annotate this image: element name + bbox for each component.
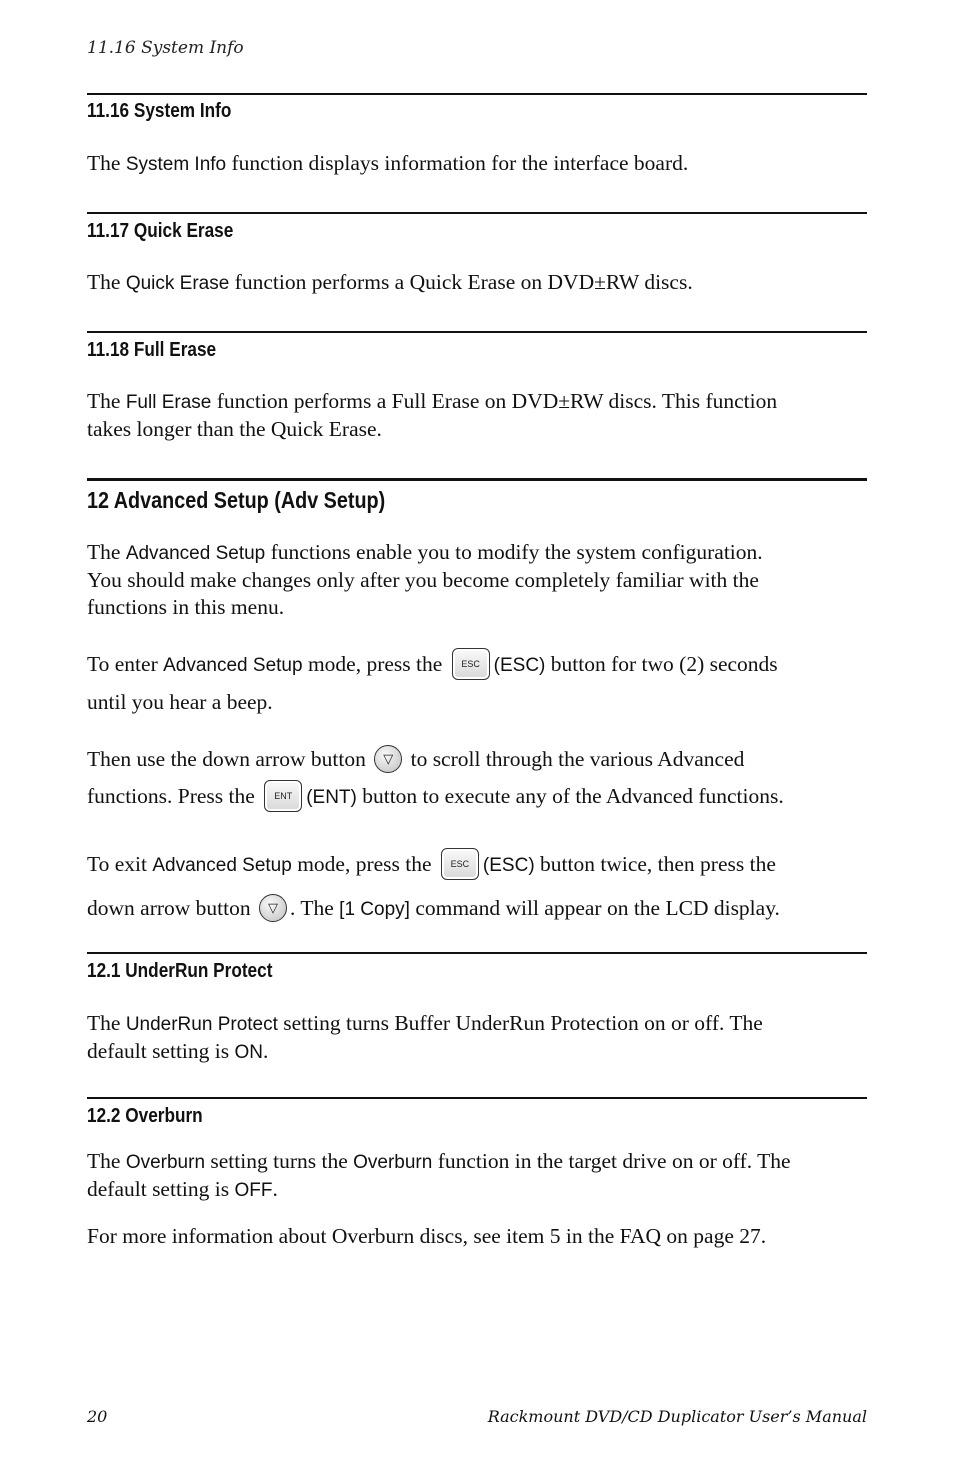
text: function in the target drive on or off. The	[432, 1149, 791, 1173]
running-header: 11.16 System Info	[87, 38, 244, 58]
text: default setting is	[87, 1177, 235, 1201]
text: functions in this menu.	[87, 595, 285, 619]
text: . The	[290, 896, 340, 920]
ui-term-system-info: System Info	[125, 154, 227, 175]
section-rule	[87, 212, 867, 214]
text: button twice, then press the	[534, 852, 776, 876]
section-rule	[87, 1097, 867, 1099]
down-arrow-icon: ▽	[374, 745, 402, 773]
text: mode, press the	[291, 852, 437, 876]
ent-key-icon: ENT	[264, 780, 302, 812]
text: To exit	[87, 852, 153, 876]
text: takes longer than the Quick Erase.	[87, 417, 382, 441]
ui-term-advanced-setup: Advanced Setup	[163, 655, 303, 676]
ui-term-overburn: Overburn	[353, 1152, 433, 1173]
ui-term-overburn: Overburn	[125, 1152, 206, 1173]
paragraph-scroll-advanced	[87, 741, 867, 816]
text: button for two (2) seconds	[545, 652, 778, 676]
heading-overburn: 12.2 Overburn	[87, 1105, 203, 1127]
heading-quick-erase: 11.17 Quick Erase	[87, 220, 234, 242]
text: The	[87, 1011, 126, 1035]
paragraph-underrun-protect	[87, 1010, 867, 1066]
chapter-rule	[87, 478, 867, 481]
ui-term-underrun-protect: UnderRun Protect	[125, 1014, 278, 1035]
paragraph-exit-advanced	[87, 843, 867, 931]
down-arrow-icon: ▽	[259, 894, 287, 922]
text: mode, press the	[302, 652, 448, 676]
text: setting turns Buffer UnderRun Protection on or off. The	[277, 1011, 763, 1035]
heading-system-info: 11.16 System Info	[87, 100, 232, 122]
ui-term-esc: (ESC)	[482, 855, 535, 876]
section-rule	[87, 93, 867, 95]
text: default setting is	[87, 1039, 235, 1063]
text: .	[272, 1177, 278, 1201]
text: Then use the down arrow button	[87, 747, 372, 771]
ui-term-on: ON	[234, 1042, 263, 1063]
page-number: 20	[87, 1407, 108, 1426]
ui-term-ent: (ENT)	[306, 787, 357, 808]
text: The	[87, 1149, 126, 1173]
ui-term-off: OFF	[234, 1180, 273, 1201]
section-rule	[87, 331, 867, 333]
text: To enter	[87, 652, 164, 676]
text: The	[87, 540, 126, 564]
esc-key-icon: ESC	[441, 848, 479, 880]
text: command will appear on the LCD display.	[409, 896, 780, 920]
text: function performs a Full Erase on DVD±RW discs. This function	[211, 389, 778, 413]
heading-advanced-setup: 12 Advanced Setup (Adv Setup)	[87, 487, 386, 513]
text: functions. Press the	[87, 784, 261, 808]
paragraph-system-info	[87, 150, 867, 178]
heading-underrun-protect: 12.1 UnderRun Protect	[87, 960, 273, 982]
text: The	[87, 151, 126, 175]
footer-manual-title: Rackmount DVD/CD Duplicator User’s Manual	[487, 1407, 867, 1426]
text: For more information about Overburn discs, see item 5 in the FAQ on page 27.	[87, 1224, 767, 1248]
heading-full-erase: 11.18 Full Erase	[87, 339, 217, 361]
text: button to execute any of the Advanced functions.	[356, 784, 784, 808]
text: to scroll through the various Advanced	[405, 747, 745, 771]
text: function performs a Quick Erase on DVD±RW discs.	[229, 270, 693, 294]
text: down arrow button	[87, 896, 256, 920]
paragraph-full-erase	[87, 388, 867, 443]
esc-key-icon: ESC	[452, 648, 490, 680]
paragraph-quick-erase	[87, 269, 867, 297]
text: You should make changes only after you become completely familiar with the	[87, 568, 759, 592]
text: function displays information for the interface board.	[226, 151, 689, 175]
text: .	[263, 1039, 269, 1063]
text: The	[87, 270, 126, 294]
ui-term-full-erase: Full Erase	[125, 392, 212, 413]
ui-term-quick-erase: Quick Erase	[125, 273, 230, 294]
ui-term-1-copy: [1 Copy]	[339, 899, 410, 920]
ui-term-esc: (ESC)	[493, 655, 546, 676]
paragraph-overburn-faq	[87, 1223, 867, 1250]
ui-term-advanced-setup: Advanced Setup	[152, 855, 292, 876]
text: setting turns the	[205, 1149, 354, 1173]
paragraph-advanced-intro	[87, 539, 867, 621]
text: The	[87, 389, 126, 413]
paragraph-overburn	[87, 1148, 867, 1204]
text: functions enable you to modify the system configuration.	[265, 540, 763, 564]
text: until you hear a beep.	[87, 690, 273, 714]
paragraph-enter-advanced	[87, 646, 867, 721]
section-rule	[87, 952, 867, 954]
ui-term-advanced-setup: Advanced Setup	[125, 543, 266, 564]
